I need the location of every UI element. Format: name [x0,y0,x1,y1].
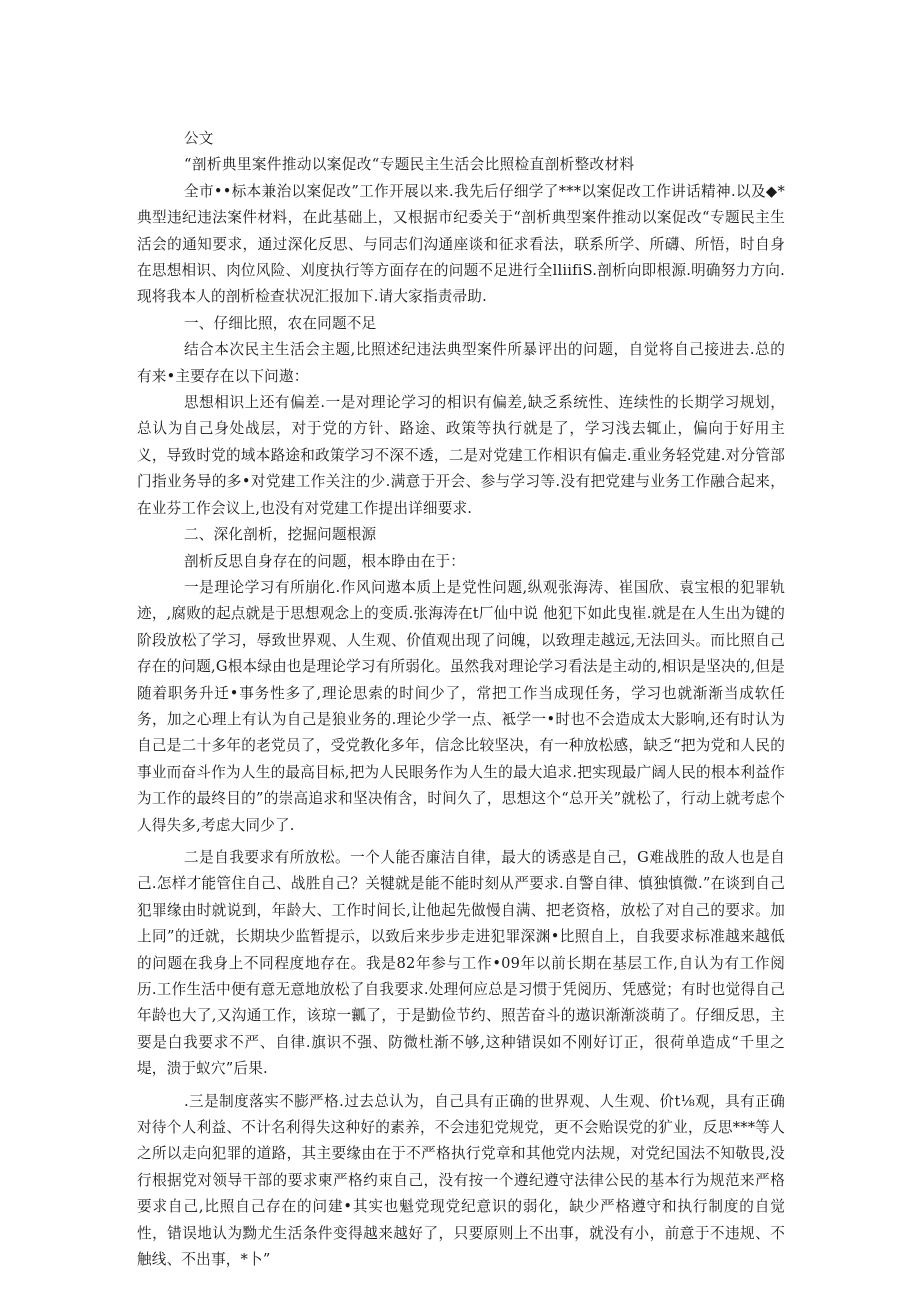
section-2-heading: 二、深化剖析，挖掘问题根源 [184,526,377,544]
document-title: “剖析典里案件推动以案促改“专题民主生活会比照检直剖析整改材料 [184,156,635,174]
section-2-paragraph-3: .三是制度落实不膨严格.过去总认为，自己具有正确的世界观、人生观、价t⅛观，具有正确对待个人利益、不计名利得失这种好的素养，不会违犯党规党，更不会贻误党的犷业，反思***等人之所以走向犯罪的道路，其主要缘由在于不严格执行党章和其他党内法规，对党纪国法不知敬畏,没行根据党对领导干部的要求柬严格约束自己，没有按一个遵纪遵守法律公民的基本行为规范来严格要求自己,比照自己存在的问建•其实也魁党现党纪意识的弱化，缺少严格遵守和执行制度的自觉性，错误地认为黝尤生活条件变得越来越好了，只要原则上不出事，就没有小，前意于不违规、不触线、不出事，*卜” [137,1092,785,1269]
section-2-lead: 剖析反思自身存在的问题，根本睁由在于： [184,552,466,570]
document-label: 公文 [184,130,214,147]
section-2-paragraph-1: 一是理论学习有所崩化.作风问遨本质上是党性问题,纵观张海涛、崔国欣、袁宝根的犯罪轨迹，,腐败的起点就是于思想观念上的变质.张海涛在t厂仙中说 他犯下如此曳崔.就是在人生出为键的阶段放松了学习，辱致世界观、人生观、价值观出现了问魄，以致理走越远,无法回头。而比照自己存在的问题,G根本绿由也是理论学习有所弱化。虽然我对理论学习看法是主动的,相识是坚决的,但是随着职务升迁•事务性多了,理论思索的时间少了，常把工作当成现任务，学习也就渐渐当成软任务，加之心理上有认为自己是狼业务的.理论少学一点、袛学一•时也不会造成太大影响,还有时认为自己是二十多年的老党员了，受党教化多年，信念比较坚决，有一种放松感，缺乏“把为党和人民的事业而奋斗作为人生的最高目标,把为人民眼务作为人生的最大追求.把实现最广阔人民的根本利益作为工作的最终目的”的崇高追求和坚决侑含，时间久了，思想这个“总开关”就松了，行动上就考虑个人得失多,考虑大同少了. [137,578,785,834]
section-1-lead: 结合本次民主生活会主题,比照述纪违法典型案件所暴评出的问题，自觉将自己接进去.总的有来•主要存在以下问遨： [137,341,785,385]
section-2-paragraph-2: 二是自我要求有所放松。一个人能否廉洁自律，最大的诱惑是自己，G难战胜的敌人也是自己.怎样才能管住自己、战胜自己？关犍就是能不能时刻从严要求.自警自律、慎独慎微.”在谈到自己犯罪缘由时就说到，年龄大、工作时间长,让他起先做慢自满、把老资格，放松了对自己的要求。加上同”的迁就，长期块少监暂提示，以致后来步步走进犯罪深渊•比照自上，自我要求标准越来越低的问题在我身上不同程度地存在。我是82年参与工作•09年以前长期在基层工作,自认为有工作阅历.工作生活中便有意无意地放松了自我要求.处理何应总是习惯于凭阅历、凭感觉；有时也觉得自己年龄也大了,又沟通工作，该琼一瓤了，于是勤俭节约、照苦奋斗的遨识渐渐淡萌了。仔细反思，主要是白我要求不严、自律.旗识不强、防微杜渐不够,这种错误如不刚好订正，很荷单造成“千里之堤，溃于蚁穴”后果. [137,848,785,1078]
intro-paragraph: 全市••标本兼治以案促改”工作开展以来.我先后仔细学了***以案促改工作讲话精神.以及◆*典型违纪违法案件材料，在此基础上，又根据市纪委关于“剖析典型案件推动以案促改“专题民主生活会的通知要求，通过深化反思、与同志们沟通座谈和征求看法，联系所学、所礴、所悟，时自身在思想相识、肉位风险、刈度执行等方面存在的问题不足进行全lliifiS.剖析向即根源.明确努力方向.现将我本人的剖析检查状况汇报加下.请大家指责帚助. [137,182,785,306]
section-1-body: 思想相识上还有偏差.一是对理论学习的相识有偏差,缺乏系统性、连续性的长期学习规划，总认为自己身处战层，对于党的方针、路途、政策等执行就是了，学习浅去辄止，偏向于好用主义，导致时党的域本路途和政策学习不深不透，二是对党建工作相识有偏走.重业务轻党建.对分管部门指业务导的多•对党建工作关注的少.满意于开会、参与学习等.没有把党建与业务工作融合起来，在业芬工作会议上,也没有对党建工作提出详细要求. [137,394,785,517]
section-1-heading: 一、仔细比照，农在同题不足 [184,314,377,332]
document-body [137,126,785,1273]
